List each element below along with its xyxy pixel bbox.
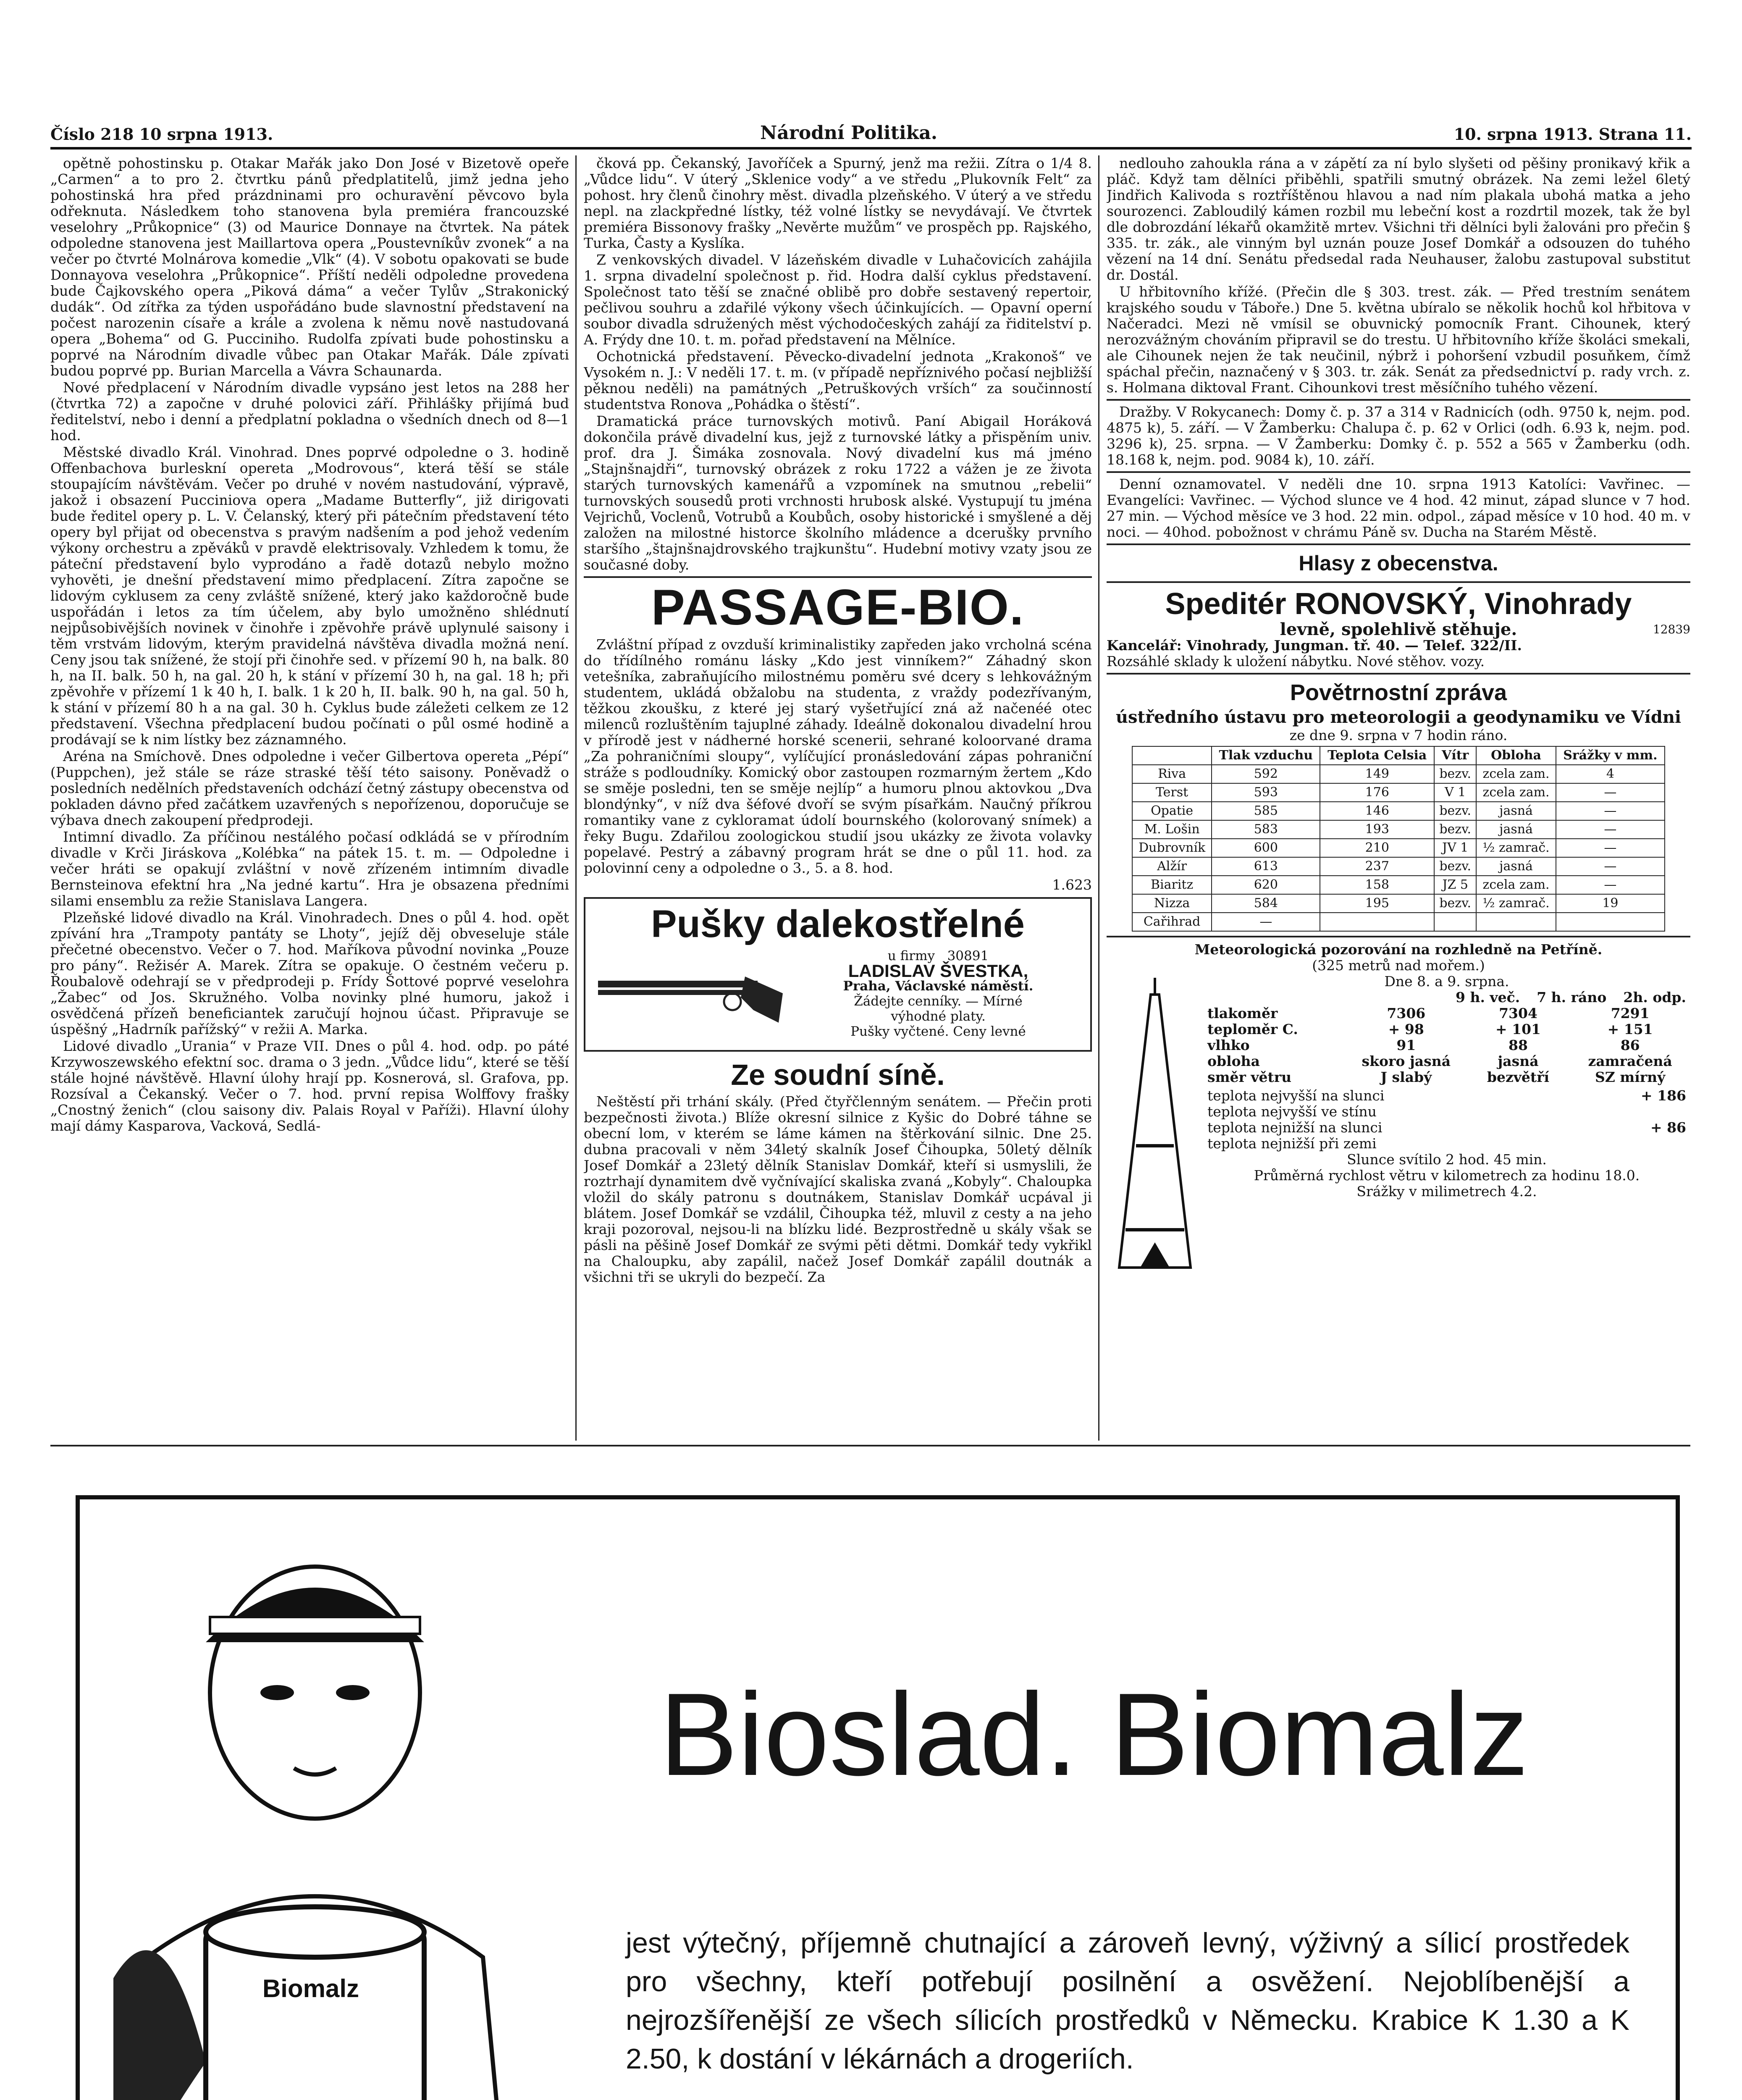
table-header: [1132, 746, 1212, 765]
speditor-title: Speditér RONOVSKÝ, Vinohrady: [1165, 587, 1632, 621]
petrin-title: Meteorologická pozorování na rozhledně na Petříně.: [1194, 941, 1603, 958]
petrin-value: SZ mírný: [1595, 1069, 1666, 1085]
table-cell: —: [1556, 876, 1665, 894]
petrin-value: 88: [1509, 1037, 1528, 1053]
list-item: [1207, 1053, 1686, 1069]
weather-table: [1132, 746, 1665, 932]
page-header: [50, 122, 1692, 150]
table-cell: bezv.: [1434, 894, 1476, 913]
table-cell: bezv.: [1434, 857, 1476, 876]
table-header: Srážky v mm.: [1556, 746, 1665, 765]
ad-code: 30891: [947, 948, 989, 963]
shotgun-icon: [594, 951, 787, 1035]
table-cell: 195: [1320, 894, 1434, 913]
table-cell: jasná: [1476, 802, 1556, 820]
petrin-value: + 98: [1388, 1021, 1424, 1037]
paragraph: Ochotnická představení. Pěvecko-divadelní jednota „Krakonoš“ ve Vysokém n. J.: V neděli 17. t. m. (v případě nepříznivého počasí nejbližší pěknou neděli) na památných „Petruškových vrších“ za součinností studentstva Ronova „Pohádka o štěstí“.: [584, 348, 1092, 412]
court-title: Ze soudní síně.: [731, 1058, 945, 1091]
petrin-tower-icon: [1107, 978, 1203, 1272]
list-item: [1207, 1021, 1686, 1037]
table-cell: 176: [1320, 783, 1434, 802]
petrin-extra: teplota nejvyšší ve stínu: [1207, 1103, 1377, 1120]
list-item: [1207, 1005, 1686, 1021]
table-cell: Terst: [1132, 783, 1212, 802]
table-cell: Nizza: [1132, 894, 1212, 913]
petrin-value: 7291: [1611, 1005, 1650, 1021]
table-cell: [1434, 913, 1476, 931]
table-header: Tlak vzduchu: [1212, 746, 1320, 765]
petrin-label: teploměr C.: [1207, 1021, 1298, 1037]
table-cell: Opatie: [1132, 802, 1212, 820]
table-cell: Dubrovník: [1132, 839, 1212, 857]
table-cell: 149: [1320, 765, 1434, 783]
paragraph: nedlouho zahoukla rána a v zápětí za ní bylo slyšeti od pěšiny pronikavý křik a pláč. Když tam dělníci přiběhli, spatřili smutný obrázek. Na zemi ležel 6letý Jindřich Kalivoda s roztříštěnou hlavou a nad ním plakala ubohá matka a jeho sourozenci. Zabloudilý kámen rozbil mu lebeční kost a rozdrtil mozek, tak že byl dle dobrozdání lékařů okamžitě mrtev. Všichni tři dělníci byli žalováni pro přečin § 335. tr. zák., ale vinným byl uznán pouze Josef Domkář a odsouzen do tuhého vězení na 14 dní. Senátu předsedal rada Neuhauser, žalobu zastupoval substitut dr. Dostál.: [1107, 155, 1690, 283]
list-item: [1207, 1037, 1686, 1053]
table-cell: —: [1556, 820, 1665, 839]
table-cell: 210: [1320, 839, 1434, 857]
page-number: 10. srpna 1913. Strana 11.: [1453, 125, 1692, 144]
biomalz-title: Bioslad. Biomalz: [659, 1669, 1529, 1800]
ad-code: 1.623: [1052, 877, 1092, 893]
petrin-value: + 101: [1495, 1021, 1541, 1037]
petrin-value: + 151: [1607, 1021, 1653, 1037]
petrin-value: jasná: [1498, 1053, 1539, 1069]
table-cell: bezv.: [1434, 820, 1476, 839]
table-cell: 237: [1320, 857, 1434, 876]
table-cell: ½ zamrač.: [1476, 894, 1556, 913]
table-cell: —: [1212, 913, 1320, 931]
table-header: Vítr: [1434, 746, 1476, 765]
petrin-extra-value: + 186: [1640, 1087, 1686, 1104]
petrin-value: 91: [1396, 1037, 1416, 1053]
table-row: [1132, 876, 1665, 894]
paragraph: Dramatická práce turnovských motivů. Paní Abigail Horáková dokončila právě divadelní kus, jejž z turnovské látky a přispěním univ. prof. dra J. Šimáka zosnovala. Nový divadelní kus má jméno „Stajnšnajdři“, turnovský obrázek z roku 1722 a vážen je ze života starých turnovských kamenářů a vzpomínek na smutnou „rebelii“ turnovských sousedů proti vrchnosti hrubosk alské. Vystupují tu jména Vejrichů, Voclenů, Votrubů a Koubůch, osoby historické i smyšlené a děj založen na milostné historce školního mládence a dcerušky prvního staršího „štajnšnajdrovského trajkunštu“. Hudební motivy vzaty jsou ze současné doby.: [584, 413, 1092, 573]
table-cell: 584: [1212, 894, 1320, 913]
speditor-subtitle: levně, spolehlivě stěhuje.: [1280, 620, 1517, 639]
guns-from: u firmy: [887, 948, 935, 963]
petrin-wind: Průměrná rychlost větru v kilometrech za hodinu 18.0.: [1254, 1167, 1640, 1184]
guns-ad: [584, 897, 1092, 1052]
paragraph: Městské divadlo Král. Vinohrad. Dnes poprvé odpoledne o 3. hodině Offenbachova burleskní opereta „Modrovous“, která těší se stále stoupajícím návštěvám. Večer po druhé v novém nastudování, výpravě, jakož i obsazení Pucciniova opera „Madame Butterfly“, již dirigovati bude ředitel opery p. L. V. Čelanský, který při pátečním představení této opery byl přijat od obecenstva s pravým nadšením a pod jehož vedením výkony orchestru a zpěváků v pravdě elektrisovaly. Vzhledem k tomu, že páteční představení bylo vyprodáno a řadě dotazů nebylo možno vyhověti, je dnešní představení mimo předplacení. Zítra započne se lidovým cyklusem za ceny zvláště snížené, který jako každoročně bude uspořádán i letos za tím účelem, aby bylo umožněno shlédnutí nejpůsobivějších novinek v činohře i zpěvohře právě uplynulé saisony i těm vrstvám lidovým, kterým pravidelná návštěva divadla možná není. Ceny jsou tak snížené, že stojí při činohře sed. v přízemí 90 h, na balk. 80 h, na II. balk. 50 h, na gal. 20 h, k stání v přízemí 30 h, na gal. 18 h; při zpěvohře v přízemí 1 k 40 h, I. balk. 1 k 20 h, II. balk. 90 h, na gal. 50 h, k stání v přízemí 80 h a na gal. 30 h. Cyklus bude záležeti celkem ze 12 představení. Všechna předplacení budou počínati o půl osmé hodině a prodávají se k nim lístky bez záznamného.: [50, 444, 569, 748]
petrin-extra: teplota nejvyšší na slunci: [1207, 1087, 1385, 1104]
table-cell: Riva: [1132, 765, 1212, 783]
column-2: [584, 155, 1092, 1436]
table-cell: 585: [1212, 802, 1320, 820]
passage-bio-title: PASSAGE-BIO.: [651, 579, 1025, 635]
petrin-col: 9 h. več.: [1456, 989, 1520, 1005]
issue-number: Číslo 218 10 srpna 1913.: [50, 125, 273, 144]
guns-address: Praha, Václavské náměstí.: [843, 979, 1034, 994]
table-cell: 193: [1320, 820, 1434, 839]
petrin-col: 7 h. ráno: [1537, 989, 1607, 1005]
guns-line: výhodné platy.: [891, 1009, 986, 1024]
paragraph: U hřbitovního křížé. (Přečin dle § 303. trest. zák. — Před trestním senátem krajského soudu v Táboře.) Dne 5. května ubíralo se několik hochů kol hřbitova v Načeradci. Mezi ně vmísil se obuvnický pomocník Frant. Cihounek, který nerozvážným chováním připravil se do trestu. U hřbitovního kříže školáci smekali, ale Cihounek nejen že tak neučinil, nýbrž i pohoršení vzbudil posuňkem, čímž spáchal přečin, naznačený v § 303. tr. zák. Senát za předsednictví p. rady vrch. z. s. Holmana diktoval Frant. Cihounkovi trest měsíčního tuhého vězení.: [1107, 284, 1690, 396]
petrin-extra: teplota nejnižší při zemi: [1207, 1135, 1377, 1152]
table-cell: Cařihrad: [1132, 913, 1212, 931]
table-row: [1132, 802, 1665, 820]
guns-firm: LADISLAV ŠVESTKA,: [848, 961, 1028, 981]
table-cell: 583: [1212, 820, 1320, 839]
table-cell: 613: [1212, 857, 1320, 876]
table-cell: 620: [1212, 876, 1320, 894]
table-header: Teplota Celsia: [1320, 746, 1434, 765]
paragraph: čková pp. Čekanský, Javoříček a Spurný, jenž ma režii. Zítra o 1/4 8. „Vůdce lidu“. V úterý „Sklenice vody“ a ve středu „Plukovník Felt“ za pohost. hry členů činohry měst. divadla plzeňského. V úterý a ve středu nepl. na zlackpředné lístky, též volné lístky se nevydávají. Ve čtvrtek premiéra Bissonovy frašky „Nevěrte mužům“ ve prospěch pp. Rajského, Turka, Časty a Kyslíka.: [584, 155, 1092, 251]
table-cell: Biaritz: [1132, 876, 1212, 894]
woman-illustration-icon: [97, 1516, 559, 2100]
table-cell: 593: [1212, 783, 1320, 802]
petrin-extra-value: + 86: [1650, 1119, 1686, 1136]
petrin-label: tlakoměr: [1207, 1005, 1278, 1021]
table-cell: 600: [1212, 839, 1320, 857]
petrin-value: 86: [1620, 1037, 1640, 1053]
guns-title: Pušky dalekostřelné: [651, 903, 1025, 945]
table-cell: jasná: [1476, 820, 1556, 839]
table-cell: V 1: [1434, 783, 1476, 802]
table-row: [1132, 913, 1665, 931]
table-cell: Alžír: [1132, 857, 1212, 876]
newspaper-title: Národní Politika.: [760, 122, 938, 144]
biomalz-ad: [76, 1495, 1680, 2100]
table-cell: —: [1556, 857, 1665, 876]
guns-line: Žádejte cenníky. — Mírné: [854, 994, 1023, 1009]
table-cell: —: [1556, 802, 1665, 820]
table-cell: M. Lošin: [1132, 820, 1212, 839]
table-cell: bezv.: [1434, 765, 1476, 783]
table-row: [1132, 765, 1665, 783]
table-cell: zcela zam.: [1476, 876, 1556, 894]
petrin-days: Dne 8. a 9. srpna.: [1384, 973, 1509, 990]
table-header: Obloha: [1476, 746, 1556, 765]
paragraph: Lidové divadlo „Urania“ v Praze VII. Dnes o půl 4. hod. odp. po páté Krzywoszewského efektní soc. drama o 3 jedn. „Vůdce lidu“, které se těší stále hojné návštěvě. Hlavní úlohy hrají pp. Kosnerová, sl. Grafova, pp. Rozsíval a Čekanský. Večer o 7. hod. první repisa Wolffovy frašky „Cnostný ženich“ (clou saisony div. Palais Royal v Paříži). Hlavní úlohy mají dámy Kasparova, Vacková, Sedlá-: [50, 1038, 569, 1134]
weather-title: Povětrnostní zpráva: [1290, 680, 1507, 705]
paragraph: Z venkovských divadel. V lázeňském divadle v Luhačovicích zahájila 1. srpna divadelní společnost p. řid. Hodra další cyklus představení. Společnost tato těší se značné oblibě pro dobře sestavený repertoir, pečlivou souhru a zdařilé výkony všech účinkujících. — Opavní operní soubor divadla sdružených měst východočeských zahájí za řiditelství p. A. Frýdy dne 10. t. m. pořad představení na Mělníce.: [584, 252, 1092, 348]
paragraph: opětně pohostinsku p. Otakar Mařák jako Don José v Bizetově opeře „Carmen“ a to pro 2. čtvrtku pánů předplatitelů, jimž jedna jeho pohostinská hra před prázdninami pro ochuravění pěvcovo byla odřeknuta. Následkem toho stanovena byla premiéra francouzské veselohry „Průkopnice“ (3) od Maurice Donnaye na čtvrtek. Na pátek odpoledne stanovena jest Maillartova opera „Poustevníkův zvonek“ a na večer po čtvrté Molnárova komedie „Vlk“ (4). V sobotu opakovati se bude Donnayova veselohra „Průkopnice“. Příští neděli odpoledne provedena bude Čajkovského opera „Piková dáma“ a večer Tylův „Strakonický dudák“. Od zítřka za týden uspořádáno bude slavnostní představení na počest narozenin císaře a krále a zvolena k němu nově nastudovaná opera „Bohema“ od G. Pucciniho. Rudolfa zpívati bude pohostinsku a poprvé na Národním divadle vůbec pan Otakar Mařák. Dále zpívati budou poprvé pp. Burian Marcella a Vávra Schaunarda.: [50, 155, 569, 379]
column-3: [1107, 155, 1690, 1441]
table-cell: —: [1556, 839, 1665, 857]
weather-subtitle: ústředního ústavu pro meteorologii a geodynamiku ve Vídni: [1115, 707, 1682, 727]
table-row: [1132, 857, 1665, 876]
paragraph: Intimní divadlo. Za příčinou nestálého počasí odkládá se v přírodním divadle v Krči Jiráskova „Kolébka“ na pátek 15. t. m. — Odpoledne i večer hráti se opakují zvláštní v nově zřízeném intimním divadle Bernsteinova efektní hra „Na jedné kartu“. Hra je obsazena předními silami ensemblu za režie Stanislava Langera.: [50, 829, 569, 909]
petrin-value: bezvětří: [1487, 1069, 1550, 1085]
speditor-address: Kancelář: Vinohrady, Jungman. tř. 40. — Telef. 322/II.: [1107, 637, 1522, 654]
section-title: Hlasy z obecenstva.: [1299, 551, 1498, 575]
petrin-label: vlhko: [1207, 1037, 1250, 1053]
petrin-value: 7304: [1499, 1005, 1537, 1021]
petrin-value: 7306: [1387, 1005, 1426, 1021]
table-cell: 4: [1556, 765, 1665, 783]
ad-code: 12839: [1653, 622, 1690, 636]
petrin-label: obloha: [1207, 1053, 1260, 1069]
list-item: [1207, 1069, 1686, 1085]
table-row: [1132, 894, 1665, 913]
can-label: Biomalz: [262, 1974, 359, 2003]
auctions: Dražby. V Rokycanech: Domy č. p. 37 a 314 v Radnicích (odh. 9750 k, nejm. pod. 4875 k), 5. září. — V Žamberku: Chalupa č. p. 62 v Orlici (odh. 6.93 k, nejm. pod. 3296 k), 25. srpna. — V Žamberku: Domky č. p. 552 a 565 v Žamberku (odh. 18.168 k, nejm. pod. 9084 k), 10. září.: [1107, 404, 1690, 468]
table-row: [1132, 783, 1665, 802]
table-cell: jasná: [1476, 857, 1556, 876]
table-cell: [1476, 913, 1556, 931]
passage-bio-text: Zvláštní případ z ovzduší kriminalistiky zapředen jako vrcholná scéna do třídílného románu lásky „Kdo jest vinníkem?“ Záhadný skon vetešníka, zabraňujícího milostnému poměru své dcery s lehkovážným studentem, ukládá obžalobu na studenta, z vraždy podezřívaným, těžkou zkoušku, z které jej starý vyšetřující zná až načenéé otec milenců rozluštěním tajuplné záhady. Ideálně dokonalou divadelní hrou v přírodě jest v nádherné horské scenerii, sehrané koloorvané drama „Za pohraničními sloupy“, vylíčující pronásledování zápas pohraniční stráže s podloudníky. Komický obor zastoupen rozmarným žertem „Kdo se směje posledni, ten se směje nejlíp“ a humoru plnou aktovkou „Dva blondýnky“, v níž dva šéfové dvoří se svým písařkám. Naučný příkrou romantiky vane z cykloramat údolí bournského (kolorovaný snímek) a řeky Bugu. Zdařilou zoologickou studií jsou ukázky ze života volavky popelavé. Pestrý a zábavný program hrát se dne o půl 11. hod. za polovinní ceny a odpoledne o 3., 5. a 8. hod.: [584, 636, 1092, 876]
paragraph: Plzeňské lidové divadlo na Král. Vinohradech. Dnes o půl 4. hod. opět zpívání hra „Trampoty pantáty se Lhoty“, jejíž děj obveseluje stále přečetné obecenstvo. Večer o 7. hod. Maříkova původní novinka „Pouze pro pány“. Režisér A. Marek. Zítra se opakuje. O čestném večeru p. Řoubalově odehrají se v předprodeji p. Frídy Šottové poprvé veselohra „Žabec“ od Jos. Skružného. Volba novinky plné humoru, jakož i osvědčená přízeň beneficiantek zaručují hojnou účast. Připravuje se úspěšný „Hadrník pařížský“ v režii A. Marka.: [50, 909, 569, 1037]
paragraph: Aréna na Smíchově. Dnes odpoledne i večer Gilbertova opereta „Pépí“ (Puppchen), jež stále se ráze straské těší této saisony. Poněvadž o posledních nedělních představeních odchází četný zástupy obecenstva od pokladen dávno před začátkem uzavřených s nepořízenou, doporučuje se výbava dnech zakoupení předprodeji.: [50, 748, 569, 828]
table-cell: 19: [1556, 894, 1665, 913]
petrin-value: skoro jasná: [1362, 1053, 1451, 1069]
daily-notice: Denní oznamovatel. V neděli dne 10. srpna 1913 Katolíci: Vavřinec. — Evangelíci: Vavřinec. — Východ slunce ve 4 hod. 42 minut, západ slunce v 7 hod. 27 min. — Východ měsíce ve 3 hod. 22 min. odpol., západ měsíce v 10 hod. 40 m. v noci. — 40hod. pobožnost v chrámu Páně sv. Ducha na Starém Městě.: [1107, 476, 1690, 540]
petrin-label: směr větru: [1207, 1069, 1292, 1085]
petrin-value: zamračená: [1588, 1053, 1672, 1069]
paragraph: Nové předplacení v Národním divadle vypsáno jest letos na 288 her (čtvrtka 72) a započne v druhé polovici září. Přihlášky přijímá buď ředitelství, nebo i denní a předplatní pokladna o všedních dnech od 8—1 hod.: [50, 379, 569, 444]
section-divider: [50, 1445, 1690, 1446]
table-cell: 146: [1320, 802, 1434, 820]
table-row: [1132, 820, 1665, 839]
petrin-extra: teplota nejnižší na slunci: [1207, 1119, 1383, 1136]
table-cell: 158: [1320, 876, 1434, 894]
column-divider: [1098, 155, 1099, 1441]
table-cell: ½ zamrač.: [1476, 839, 1556, 857]
court-text: Neštěstí při trhání skály. (Před čtyřčlenným senátem. — Přečin proti bezpečnosti života.) Blíže okresní silnice z Kyšic do Dobré táhne se obecní lom, v kterém se láme kámen na štěrkování silnic. Dne 25. dubna pracovali v něm 34letý skalník Josef Čihoupka, 50letý dělník Josef Domkář a 23letý dělník Stanislav Domkář, kteří si usmyslili, že roztrhají dynamitem dvě vyčnívající skaliska zvaná „Kobyly“. Chaloupka vložil do skály patronu s doutnákem, Stanislav Domkář ucpával ji blátem. Josef Domkář se vzdálil, Čihoupka též, mluvil z cesty a na jeho kraji pozoroval, nejsou-li na blízku lidé. Bezprostředně u skály však se pásli na pěšině Josef Domkář ze svými pěti dětmi. Domkář tedy vykřikl na Chaloupku, aby zapálil, načež Josef Domkář zapálil doutnák a všichni tři se ukryli do bezpečí. Za: [584, 1093, 1092, 1285]
biomalz-text: jest výtečný, příjemně chutnající a zároveň levný, výživný a sílicí prostředek pro všechny, kteří potřebují posilnění a osvěžení. Nejoblíbenější a nejrozšířenější ze všech sílicích prostředků v Německu. Krabice K 1.30 a K 2.50, k dostání v lékárnách a drogeriích.: [626, 1927, 1629, 2075]
petrin-rain: Srážky v milimetrech 4.2.: [1356, 1183, 1537, 1200]
table-cell: JZ 5: [1434, 876, 1476, 894]
table-header-row: [1132, 746, 1665, 765]
table-cell: zcela zam.: [1476, 783, 1556, 802]
table-cell: [1556, 913, 1665, 931]
petrin-col: 2h. odp.: [1623, 989, 1686, 1005]
table-cell: JV 1: [1434, 839, 1476, 857]
column-divider: [575, 155, 577, 1441]
table-cell: —: [1556, 783, 1665, 802]
column-1: [50, 155, 569, 1436]
speditor-storage: Rozsáhlé sklady k uložení nábytku. Nové stěhov. vozy.: [1107, 653, 1485, 669]
table-cell: 592: [1212, 765, 1320, 783]
guns-line: Pušky vyčtené. Ceny levné: [850, 1024, 1026, 1039]
weather-date: ze dne 9. srpna v 7 hodin ráno.: [1289, 727, 1508, 743]
table-cell: [1320, 913, 1434, 931]
table-cell: zcela zam.: [1476, 765, 1556, 783]
table-cell: bezv.: [1434, 802, 1476, 820]
petrin-subtitle: (325 metrů nad mořem.): [1312, 957, 1485, 974]
petrin-sun: Slunce svítilo 2 hod. 45 min.: [1347, 1151, 1547, 1168]
table-row: [1132, 839, 1665, 857]
petrin-value: J slabý: [1380, 1069, 1432, 1085]
